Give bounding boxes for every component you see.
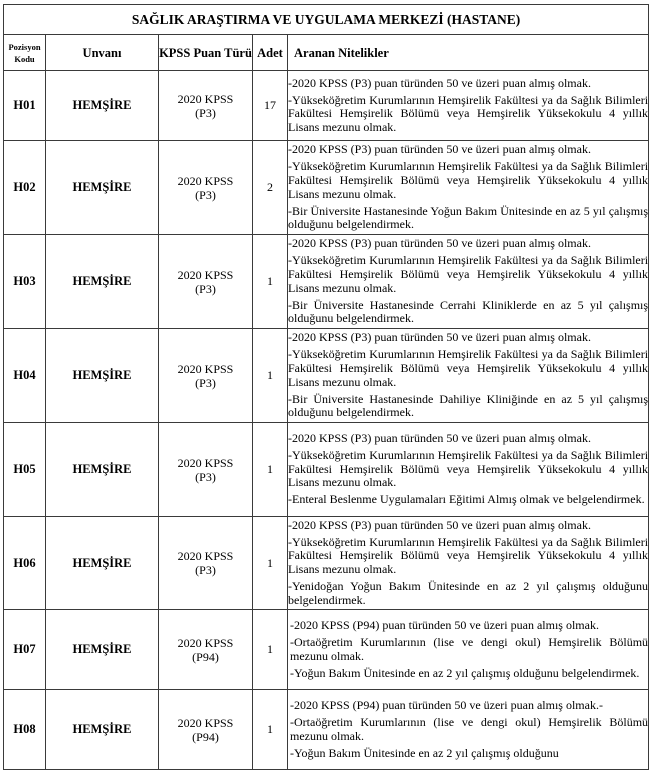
kpss-year: 2020 KPSS xyxy=(177,91,234,106)
requirement-item: -Yükseköğretim Kurumlarının Hemşirelik Fakültesi ya da Sağlık Bilimleri Fakültesi Hemşirelik Bölümü veya Hemşirelik Yüksekokulu 4 yıllık Lisans mezunu olmak. xyxy=(288,448,649,490)
table-row xyxy=(4,141,649,235)
kpss-type: (P3) xyxy=(195,281,216,296)
kpss-type: (P3) xyxy=(195,469,216,484)
requirement-item: -2020 KPSS (P3) puan türünden 50 ve üzeri puan almış olmak. xyxy=(288,142,591,157)
position-code: H05 xyxy=(4,423,46,517)
kpss-year: 2020 KPSS xyxy=(177,361,234,376)
unvan-cell: HEMŞİRE xyxy=(46,423,159,517)
unvan-cell: HEMŞİRE xyxy=(46,71,159,141)
positions-table xyxy=(3,4,649,770)
kpss-cell xyxy=(159,423,253,517)
kpss-type: (P3) xyxy=(195,375,216,390)
kpss-year: 2020 KPSS xyxy=(177,549,234,563)
position-code: H01 xyxy=(4,71,46,141)
adet-cell: 1 xyxy=(253,517,288,610)
table-row xyxy=(4,517,649,610)
requirement-item: -Bir Üniversite Hastanesinde Cerrahi Kliniklerde en az 5 yıl çalışmış olduğunu belgelendirmek. xyxy=(288,297,649,326)
kpss-type: (P3) xyxy=(195,563,216,577)
position-code: H07 xyxy=(4,610,46,690)
requirements-cell xyxy=(288,329,649,423)
table-row xyxy=(4,610,649,690)
position-code: H04 xyxy=(4,329,46,423)
position-code: H02 xyxy=(4,141,46,235)
requirements-cell xyxy=(288,423,649,517)
adet-cell: 1 xyxy=(253,690,288,770)
adet-cell: 1 xyxy=(253,329,288,423)
requirement-item: -2020 KPSS (P3) puan türünden 50 ve üzeri puan almış olmak. xyxy=(288,431,591,446)
kpss-cell xyxy=(159,610,253,690)
table-title: SAĞLIK ARAŞTIRMA VE UYGULAMA MERKEZİ (HASTANE) xyxy=(4,5,649,35)
kpss-type: (P94) xyxy=(192,649,219,664)
requirement-item: -Ortaöğretim Kurumlarının (lise ve dengi okul) Hemşirelik Bölümü mezunu olmak. xyxy=(290,634,649,663)
adet-cell: 1 xyxy=(253,235,288,329)
requirements-cell xyxy=(288,517,649,610)
kpss-year: 2020 KPSS xyxy=(177,267,234,282)
kpss-type: (P94) xyxy=(192,729,219,744)
kpss-cell xyxy=(159,235,253,329)
table-row xyxy=(4,71,649,141)
requirement-item: -Ortaöğretim Kurumlarının (lise ve dengi okul) Hemşirelik Bölümü mezunu olmak. xyxy=(290,714,649,743)
position-code: H03 xyxy=(4,235,46,329)
header-position-code: Pozisyon Kodu xyxy=(4,35,46,71)
requirement-item: -Yoğun Bakım Ünitesinde en az 2 yıl çalışmış olduğunu xyxy=(290,745,559,760)
requirement-item: -Enteral Beslenme Uygulamaları Eğitimi Almış olmak ve belgelendirmek. xyxy=(288,492,645,507)
unvan-cell: HEMŞİRE xyxy=(46,329,159,423)
requirement-item: -2020 KPSS (P94) puan türünden 50 ve üzeri puan almış olmak. xyxy=(290,617,599,632)
adet-cell: 2 xyxy=(253,141,288,235)
unvan-cell: HEMŞİRE xyxy=(46,517,159,610)
requirements-cell xyxy=(288,141,649,235)
kpss-year: 2020 KPSS xyxy=(177,455,234,470)
unvan-cell: HEMŞİRE xyxy=(46,235,159,329)
header-requirements: Aranan Nitelikler xyxy=(288,35,649,71)
kpss-cell xyxy=(159,517,253,610)
kpss-cell xyxy=(159,690,253,770)
requirement-item: -Yoğun Bakım Ünitesinde en az 2 yıl çalışmış olduğunu belgelendirmek. xyxy=(290,665,640,680)
requirement-item: -Yükseköğretim Kurumlarının Hemşirelik Fakültesi ya da Sağlık Bilimleri Fakültesi Hemşirelik Bölümü veya Hemşirelik Yüksekokulu 4 yıllık Lisans mezunu olmak. xyxy=(288,159,649,201)
requirement-item: -Bir Üniversite Hastanesinde Yoğun Bakım Ünitesinde en az 5 yıl çalışmış olduğunu belgelendirmek. xyxy=(288,203,649,232)
position-code: H08 xyxy=(4,690,46,770)
requirement-item: -Yükseköğretim Kurumlarının Hemşirelik Fakültesi ya da Sağlık Bilimleri Fakültesi Hemşirelik Bölümü veya Hemşirelik Yüksekokulu 4 yıllık Lisans mezunu olmak. xyxy=(288,253,649,295)
requirement-item: -Bir Üniversite Hastanesinde Dahiliye Kliniğinde en az 5 yıl çalışmış olduğunu belgelendirmek. xyxy=(288,391,649,420)
kpss-cell xyxy=(159,141,253,235)
requirement-item: -2020 KPSS (P3) puan türünden 50 ve üzeri puan almış olmak. xyxy=(288,517,591,532)
unvan-cell: HEMŞİRE xyxy=(46,690,159,770)
requirement-item: -2020 KPSS (P3) puan türünden 50 ve üzeri puan almış olmak. xyxy=(288,75,591,90)
table-row xyxy=(4,329,649,423)
header-unvan: Unvanı xyxy=(46,35,159,71)
requirements-cell xyxy=(288,71,649,141)
unvan-cell: HEMŞİRE xyxy=(46,610,159,690)
table-row xyxy=(4,690,649,770)
header-kpss: KPSS Puan Türü xyxy=(159,35,253,71)
requirement-item: -2020 KPSS (P94) puan türünden 50 ve üzeri puan almış olmak.- xyxy=(290,697,603,712)
table-row xyxy=(4,423,649,517)
adet-cell: 1 xyxy=(253,423,288,517)
position-code: H06 xyxy=(4,517,46,610)
adet-cell: 17 xyxy=(253,71,288,141)
kpss-type: (P3) xyxy=(195,105,216,120)
requirements-cell xyxy=(288,610,649,690)
requirement-item: -2020 KPSS (P3) puan türünden 50 ve üzeri puan almış olmak. xyxy=(288,236,591,251)
requirement-item: -2020 KPSS (P3) puan türünden 50 ve üzeri puan almış olmak. xyxy=(288,330,591,345)
requirements-cell xyxy=(288,235,649,329)
kpss-type: (P3) xyxy=(195,187,216,202)
table-body xyxy=(4,71,649,770)
kpss-year: 2020 KPSS xyxy=(177,173,234,188)
kpss-year: 2020 KPSS xyxy=(177,635,234,650)
header-row xyxy=(4,35,649,71)
kpss-year: 2020 KPSS xyxy=(177,715,234,730)
requirement-item: -Yükseköğretim Kurumlarının Hemşirelik Fakültesi ya da Sağlık Bilimleri Fakültesi Hemşirelik Bölümü veya Hemşirelik Yüksekokulu 4 yıllık Lisans mezunu olmak. xyxy=(288,534,649,576)
requirement-item: -Yükseköğretim Kurumlarının Hemşirelik Fakültesi ya da Sağlık Bilimleri Fakültesi Hemşirelik Bölümü veya Hemşirelik Yüksekokulu 4 yıllık Lisans mezunu olmak. xyxy=(288,92,649,134)
header-adet: Adet xyxy=(253,35,288,71)
requirement-item: -Yenidoğan Yoğun Bakım Ünitesinde en az 2 yıl çalışmış olduğunu belgelendirmek. xyxy=(288,579,649,607)
kpss-cell xyxy=(159,329,253,423)
unvan-cell: HEMŞİRE xyxy=(46,141,159,235)
adet-cell: 1 xyxy=(253,610,288,690)
requirement-item: -Yükseköğretim Kurumlarının Hemşirelik Fakültesi ya da Sağlık Bilimleri Fakültesi Hemşirelik Bölümü veya Hemşirelik Yüksekokulu 4 yıllık Lisans mezunu olmak. xyxy=(288,347,649,389)
table-row xyxy=(4,235,649,329)
kpss-cell xyxy=(159,71,253,141)
requirements-cell xyxy=(288,690,649,770)
